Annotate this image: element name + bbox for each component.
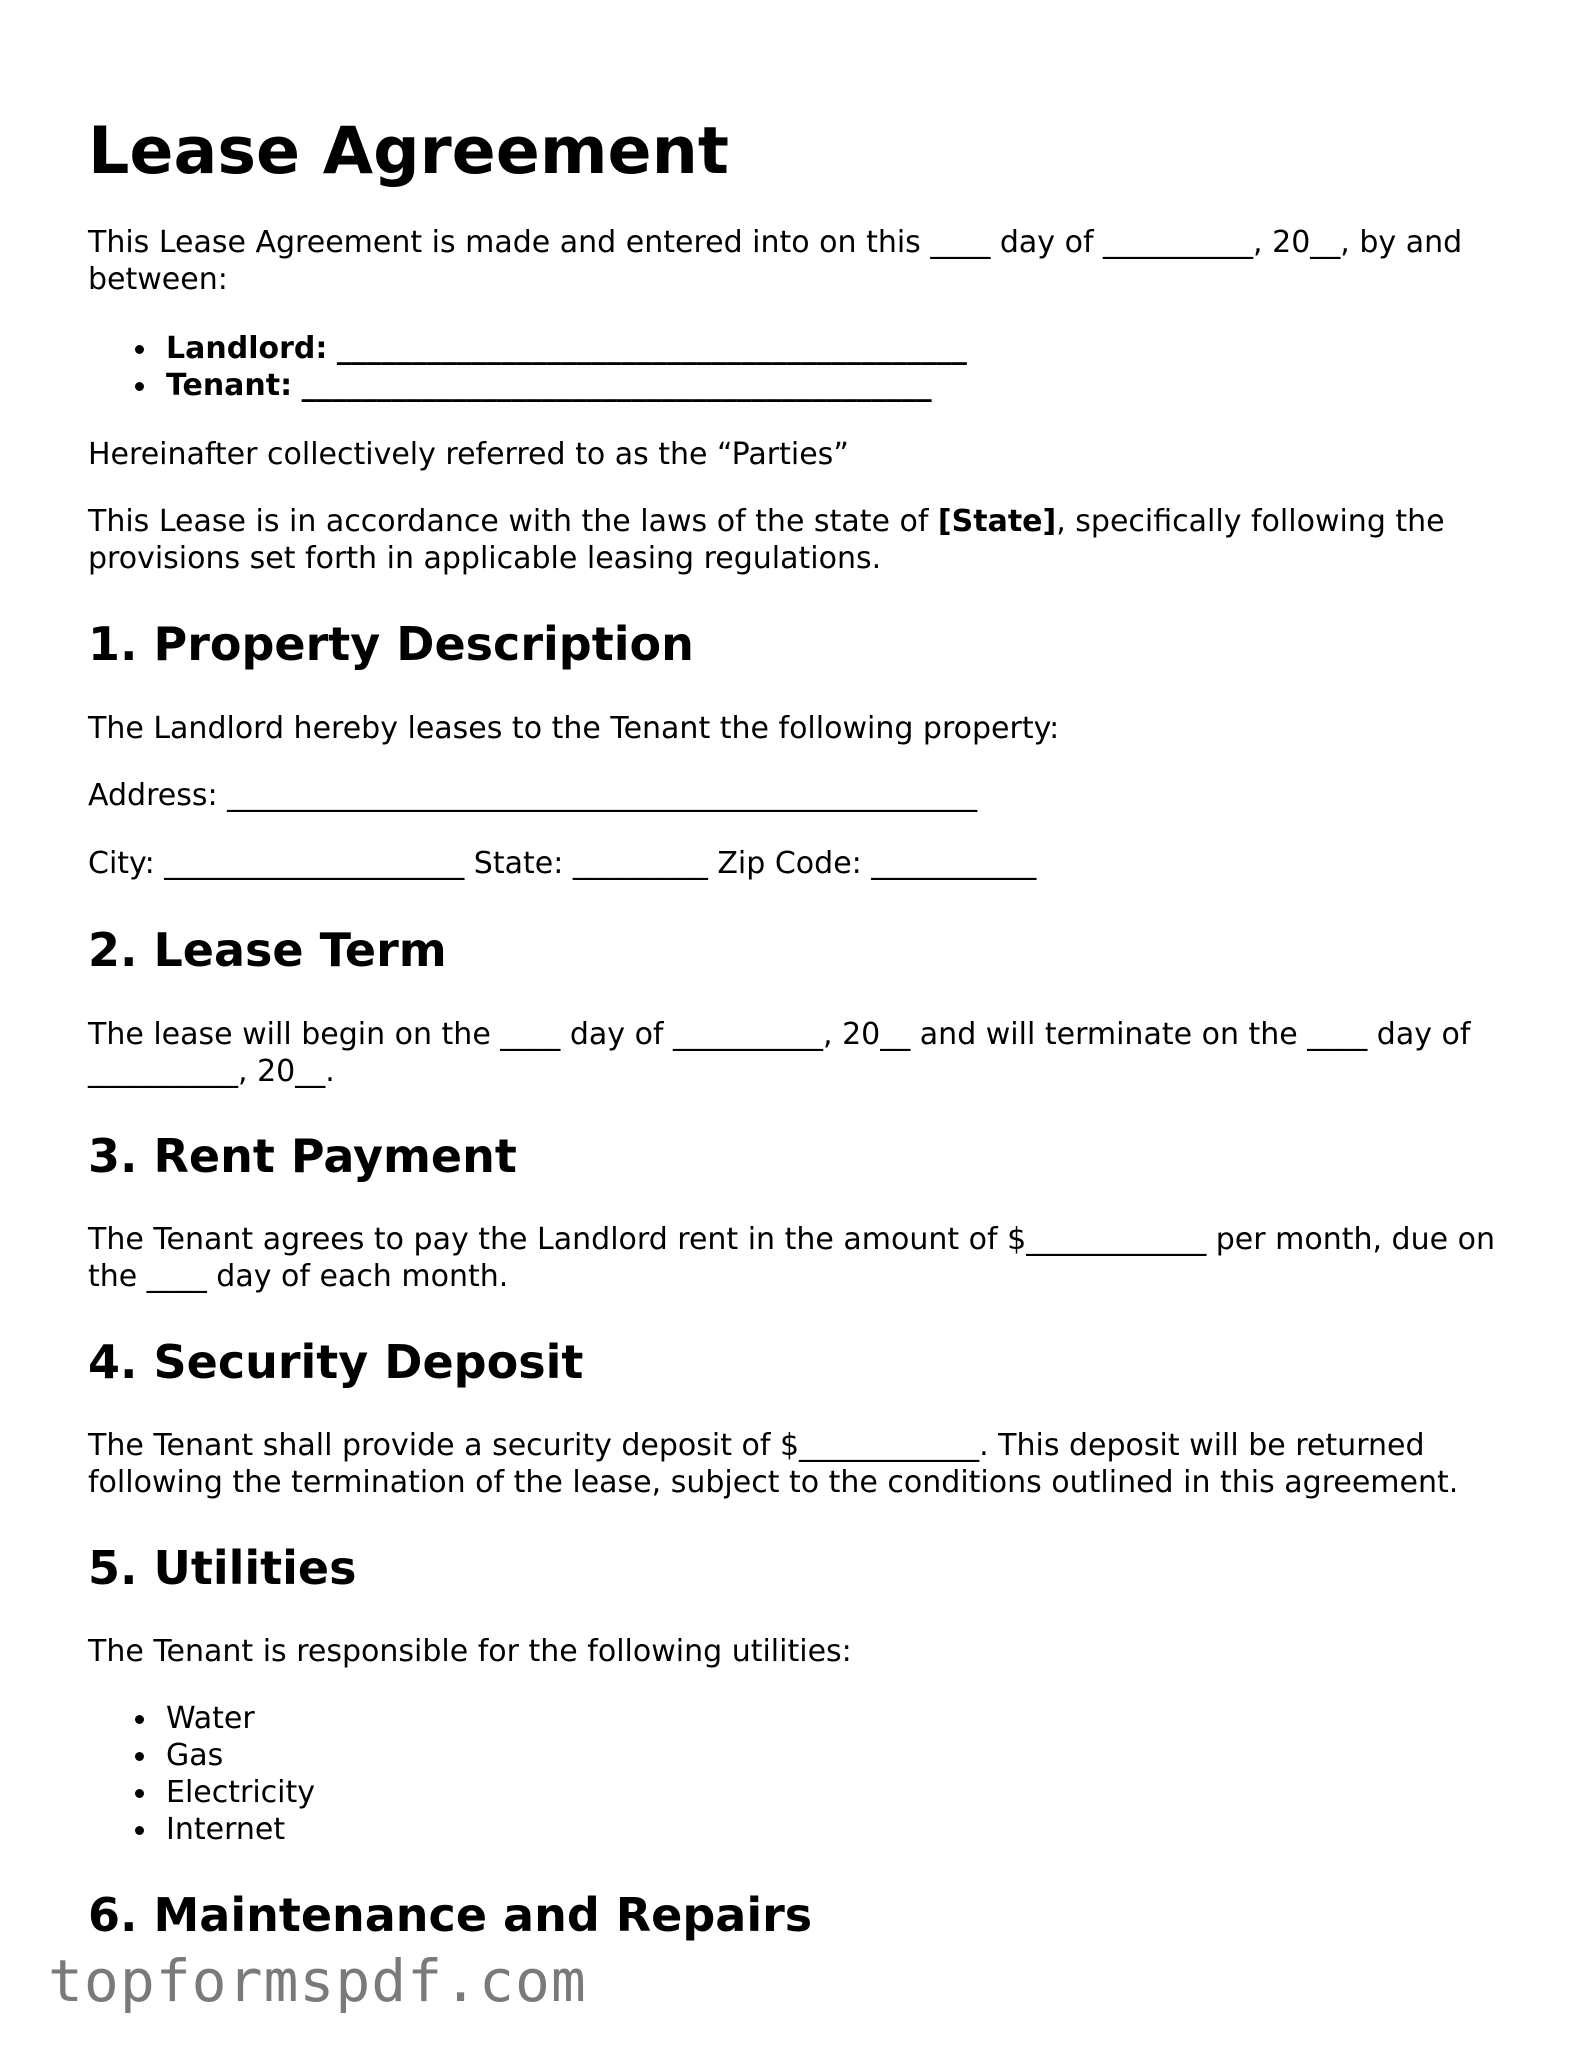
utility-item: Water — [88, 1700, 315, 1737]
tenant-blank: __________________________________________ — [301, 368, 932, 403]
section-2-heading: 2. Lease Term — [88, 923, 447, 977]
tenant-item — [88, 367, 967, 404]
rent-text: The Tenant agrees to pay the Landlord rent in the amount of $____________ per month, due on the ____ day of each month. — [88, 1222, 1495, 1294]
document-title: Lease Agreement — [88, 114, 729, 189]
utility-item: Internet — [88, 1811, 315, 1848]
tenant-label: Tenant: — [166, 368, 293, 403]
utilities-text: The Tenant is responsible for the following utilities: — [88, 1634, 852, 1669]
section-5-heading: 5. Utilities — [88, 1541, 357, 1595]
parties-note: Hereinafter collectively referred to as the “Parties” — [88, 437, 849, 472]
address-line: Address: __________________________________________________ — [88, 778, 978, 813]
law-paragraph — [88, 503, 1518, 577]
law-state: [State] — [937, 504, 1057, 539]
parties-list — [88, 330, 967, 404]
utilities-list — [88, 1700, 315, 1848]
city-state-zip-line: City: ____________________ State: _________ Zip Code: ___________ — [88, 846, 1037, 881]
section-4-heading: 4. Security Deposit — [88, 1335, 584, 1389]
landlord-blank: __________________________________________ — [336, 331, 967, 366]
property-text: The Landlord hereby leases to the Tenant the following property: — [88, 711, 1060, 746]
law-text-before: This Lease is in accordance with the laws of the state of — [88, 504, 938, 539]
deposit-text: The Tenant shall provide a security deposit of $____________. This deposit will be returned following the termination of the lease, subject to the conditions outlined in this agreement. — [88, 1428, 1459, 1500]
landlord-label: Landlord: — [166, 331, 328, 366]
section-3-heading: 3. Rent Payment — [88, 1129, 517, 1183]
term-text: The lease will begin on the ____ day of __________, 20__ and will terminate on the ____ day of __________, 20__. — [88, 1017, 1471, 1089]
utility-item: Electricity — [88, 1774, 315, 1811]
watermark-text: topformspdf.com — [48, 1947, 587, 2015]
utility-item: Gas — [88, 1737, 315, 1774]
intro-paragraph: This Lease Agreement is made and entered into on this ____ day of __________, 20__, by and between: — [88, 225, 1463, 297]
section-6-heading: 6. Maintenance and Repairs — [88, 1888, 813, 1942]
law-text-after: , specifically following the provisions set forth in applicable leasing regulations. — [88, 504, 1445, 576]
section-1-heading: 1. Property Description — [88, 617, 694, 671]
landlord-item — [88, 330, 967, 367]
